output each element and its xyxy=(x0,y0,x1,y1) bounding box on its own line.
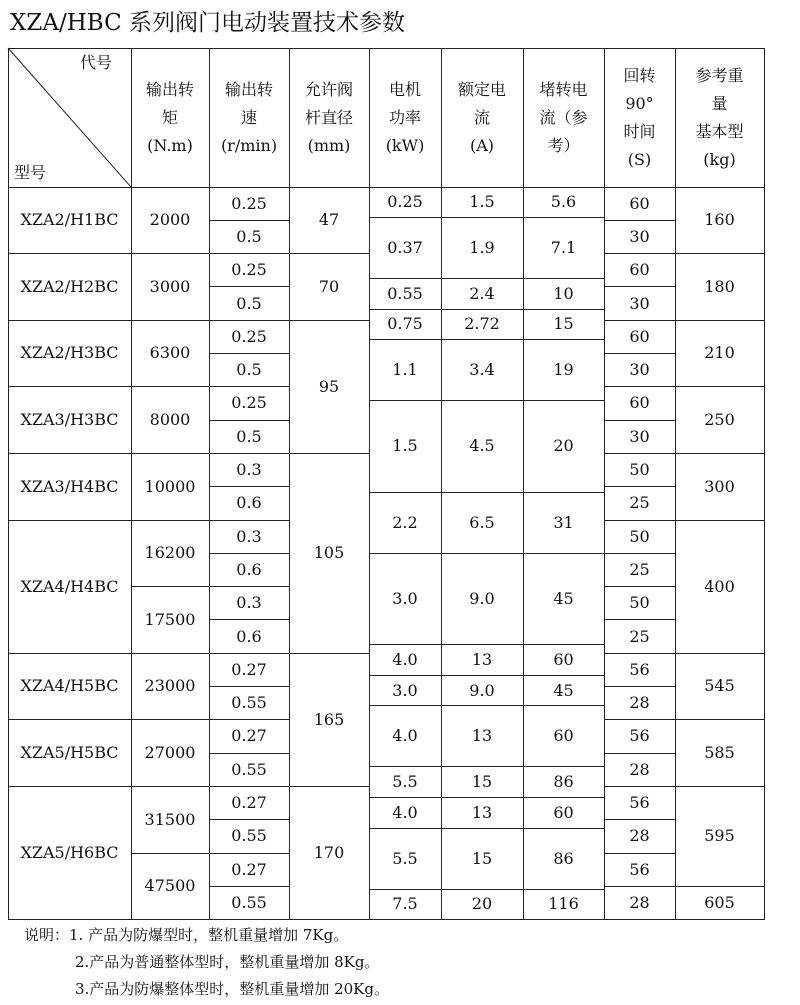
grid-line xyxy=(289,919,370,920)
weight-cell: 180 xyxy=(704,276,735,296)
locked-current-cell: 20 xyxy=(553,436,574,456)
locked-current-cell: 19 xyxy=(553,360,574,380)
rotation-time-cell: 60 xyxy=(629,393,650,413)
speed-cell: 0.6 xyxy=(236,626,262,646)
locked-current-cell: 31 xyxy=(553,512,574,532)
speed-cell: 0.55 xyxy=(231,826,267,846)
torque-cell: 16200 xyxy=(144,543,196,563)
locked-current-cell: 10 xyxy=(553,283,574,303)
locked-current-cell: 60 xyxy=(553,802,574,822)
speed-cell: 0.5 xyxy=(236,360,262,380)
locked-current-cell: 45 xyxy=(553,680,574,700)
motor-power-cell: 0.75 xyxy=(387,314,423,334)
rated-current-cell: 15 xyxy=(471,848,493,868)
motor-power-cell: 5.5 xyxy=(392,848,418,868)
locked-current-cell: 7.1 xyxy=(550,238,577,258)
column-header: 电机 功率 (kW) xyxy=(385,79,425,155)
speed-cell: 0.6 xyxy=(236,559,262,579)
rated-current-cell: 13 xyxy=(471,802,493,822)
speed-cell: 0.27 xyxy=(231,859,267,879)
rated-current-cell: 3.4 xyxy=(469,360,495,380)
locked-current-cell: 86 xyxy=(553,848,574,868)
rotation-time-cell: 50 xyxy=(629,460,650,480)
torque-cell: 10000 xyxy=(144,476,196,496)
locked-current-cell: 86 xyxy=(553,772,574,792)
weight-cell: 585 xyxy=(704,743,735,763)
rated-current-cell: 20 xyxy=(471,894,493,914)
speed-cell: 0.5 xyxy=(236,293,262,313)
motor-power-cell: 3.0 xyxy=(392,680,418,700)
model-cell: XZA4/H5BC xyxy=(20,676,119,696)
rotation-time-cell: 50 xyxy=(629,593,650,613)
speed-cell: 0.3 xyxy=(236,460,262,480)
speed-cell: 0.3 xyxy=(236,593,262,613)
rotation-time-cell: 60 xyxy=(629,260,650,280)
torque-cell: 31500 xyxy=(144,809,196,829)
model-cell: XZA3/H4BC xyxy=(20,476,119,496)
notes xyxy=(24,922,389,1003)
model-cell: XZA2/H2BC xyxy=(20,276,119,296)
grid-line xyxy=(8,919,132,920)
grid-line xyxy=(209,919,290,920)
column-header: 允许阀 杆直径 (mm) xyxy=(304,79,353,155)
motor-power-cell: 4.0 xyxy=(392,726,418,746)
rated-current-cell: 4.5 xyxy=(469,436,495,456)
column-header: 参考重 量 基本型 (kg) xyxy=(695,65,744,169)
motor-power-cell: 1.5 xyxy=(392,436,418,456)
grid-line xyxy=(675,919,765,920)
speed-cell: 0.3 xyxy=(236,526,262,546)
rotation-time-cell: 60 xyxy=(629,326,650,346)
torque-cell: 27000 xyxy=(144,743,196,763)
rated-current-cell: 1.5 xyxy=(469,192,495,212)
weight-cell: 250 xyxy=(704,410,735,430)
rotation-time-cell: 56 xyxy=(629,659,650,679)
rated-current-cell: 6.5 xyxy=(469,512,495,532)
column-header: 堵转电 流（参 考） xyxy=(539,79,588,155)
torque-cell: 3000 xyxy=(149,276,191,296)
speed-cell: 0.55 xyxy=(231,693,267,713)
speed-cell: 0.6 xyxy=(236,493,262,513)
rotation-time-cell: 30 xyxy=(629,293,650,313)
torque-cell: 47500 xyxy=(144,876,196,896)
rotation-time-cell: 28 xyxy=(629,826,650,846)
motor-power-cell: 5.5 xyxy=(392,772,418,792)
speed-cell: 0.27 xyxy=(231,659,267,679)
weight-cell: 160 xyxy=(704,210,735,230)
torque-cell: 8000 xyxy=(149,410,191,430)
rated-current-cell: 9.0 xyxy=(469,680,495,700)
column-header: 额定电 流 (A) xyxy=(457,79,506,155)
stem-diameter-cell: 95 xyxy=(318,376,340,396)
rotation-time-cell: 56 xyxy=(629,859,650,879)
model-cell: XZA5/H6BC xyxy=(20,842,119,862)
weight-cell: 300 xyxy=(704,476,735,496)
speed-cell: 0.5 xyxy=(236,426,262,446)
stem-diameter-cell: 105 xyxy=(313,543,345,563)
note-line-1: 说明：1. 产品为防爆型时，整机重量增加 7Kg。 xyxy=(24,926,349,944)
model-cell: XZA2/H3BC xyxy=(20,343,119,363)
rotation-time-cell: 25 xyxy=(629,493,650,513)
model-cell: XZA2/H1BC xyxy=(20,210,119,230)
column-header: 输出转 速 (r/min) xyxy=(220,79,278,155)
weight-cell: 400 xyxy=(704,576,735,596)
weight-cell: 210 xyxy=(704,343,735,363)
speed-cell: 0.25 xyxy=(231,193,267,213)
column-header: 输出转 矩 (N.m) xyxy=(145,79,194,155)
speed-cell: 0.5 xyxy=(236,226,262,246)
motor-power-cell: 2.2 xyxy=(392,512,418,532)
motor-power-cell: 0.37 xyxy=(387,238,423,258)
motor-power-cell: 4.0 xyxy=(392,802,418,822)
speed-cell: 0.27 xyxy=(231,793,267,813)
rotation-time-cell: 30 xyxy=(629,426,650,446)
motor-power-cell: 0.55 xyxy=(387,283,423,303)
rotation-time-cell: 30 xyxy=(629,360,650,380)
corner-label-model: 型号 xyxy=(14,163,47,182)
locked-current-cell: 60 xyxy=(553,650,574,670)
rated-current-cell: 13 xyxy=(471,726,493,746)
torque-cell: 2000 xyxy=(149,210,191,230)
rotation-time-cell: 28 xyxy=(629,693,650,713)
speed-cell: 0.25 xyxy=(231,260,267,280)
motor-power-cell: 3.0 xyxy=(392,589,418,609)
note-line-3: 3.产品为防爆整体型时，整机重量增加 20Kg。 xyxy=(75,980,389,998)
motor-power-cell: 7.5 xyxy=(392,894,418,914)
torque-cell: 17500 xyxy=(144,609,196,629)
stem-diameter-cell: 170 xyxy=(313,842,345,862)
rotation-time-cell: 50 xyxy=(629,526,650,546)
motor-power-cell: 4.0 xyxy=(392,650,418,670)
rotation-time-cell: 30 xyxy=(629,226,650,246)
weight-cell: 605 xyxy=(704,892,735,912)
grid-line xyxy=(131,919,210,920)
rotation-time-cell: 28 xyxy=(629,759,650,779)
rotation-time-cell: 56 xyxy=(629,726,650,746)
corner-label-code: 代号 xyxy=(80,53,113,72)
torque-cell: 6300 xyxy=(149,343,191,363)
stem-diameter-cell: 47 xyxy=(318,210,340,230)
torque-cell: 23000 xyxy=(144,676,196,696)
model-cell: XZA5/H5BC xyxy=(20,743,119,763)
rated-current-cell: 2.4 xyxy=(469,283,495,303)
stem-diameter-cell: 70 xyxy=(318,276,340,296)
note-line-2: 2.产品为普通整体型时，整机重量增加 8Kg。 xyxy=(75,953,380,971)
speed-cell: 0.27 xyxy=(231,726,267,746)
model-cell: XZA4/H4BC xyxy=(20,576,119,596)
rated-current-cell: 13 xyxy=(471,650,493,670)
page-title: XZA/HBC 系列阀门电动装置技术参数 xyxy=(10,10,406,36)
model-cell: XZA3/H3BC xyxy=(20,410,119,430)
rated-current-cell: 9.0 xyxy=(469,589,495,609)
rotation-time-cell: 56 xyxy=(629,793,650,813)
locked-current-cell: 45 xyxy=(553,589,574,609)
speed-cell: 0.25 xyxy=(231,326,267,346)
motor-power-cell: 0.25 xyxy=(387,192,423,212)
column-header: 回转 90° 时间 (S) xyxy=(623,65,656,169)
grid-line xyxy=(604,919,676,920)
rotation-time-cell: 28 xyxy=(629,892,650,912)
rated-current-cell: 15 xyxy=(471,772,493,792)
grid-line xyxy=(369,919,605,920)
motor-power-cell: 1.1 xyxy=(392,360,418,380)
locked-current-cell: 15 xyxy=(553,314,574,334)
stem-diameter-cell: 165 xyxy=(313,709,345,729)
weight-cell: 595 xyxy=(704,826,735,846)
rated-current-cell: 1.9 xyxy=(469,238,495,258)
locked-current-cell: 5.6 xyxy=(550,192,577,212)
speed-cell: 0.55 xyxy=(231,892,267,912)
rotation-time-cell: 60 xyxy=(629,193,650,213)
weight-cell: 545 xyxy=(704,676,735,696)
locked-current-cell: 60 xyxy=(553,726,574,746)
rotation-time-cell: 25 xyxy=(629,559,650,579)
speed-cell: 0.55 xyxy=(231,759,267,779)
speed-cell: 0.25 xyxy=(231,393,267,413)
rated-current-cell: 2.72 xyxy=(464,314,500,334)
locked-current-cell: 116 xyxy=(548,894,579,914)
rotation-time-cell: 25 xyxy=(629,626,650,646)
